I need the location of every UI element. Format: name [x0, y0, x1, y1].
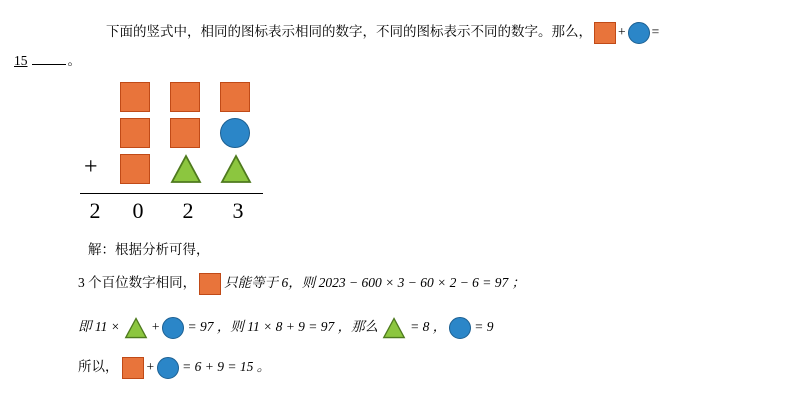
- cell-r3c1: [120, 154, 150, 184]
- square-icon: [120, 154, 150, 184]
- statement-plus: +: [618, 24, 626, 40]
- circle-icon: [220, 118, 250, 148]
- solution-line-4-text-c: = 6 + 9 = 15 。: [182, 359, 271, 374]
- vertical-row-3: [80, 152, 340, 188]
- solution-line-3-text-d: = 8 ，: [410, 319, 447, 334]
- cell-r1c2: [170, 82, 200, 112]
- cell-r3c3: [220, 154, 250, 184]
- triangle-icon: [220, 154, 252, 184]
- result-digit-2: 2: [182, 198, 194, 223]
- solution-line-3-text-c: = 97 ，则 11 × 8 + 9 = 97 ，那么: [187, 319, 379, 334]
- triangle-icon: [381, 317, 407, 339]
- result-digit-0: 2: [89, 198, 101, 223]
- square-icon: [170, 118, 200, 148]
- cell-r2c1: [120, 118, 150, 148]
- solution-line-2-text-a: 3 个百位数字相同，: [78, 275, 197, 290]
- solution-line-2-text-b: 只能等于 6，则 2023 − 600 × 3 − 60 × 2 − 6 = 97 ；: [224, 275, 526, 290]
- cell-r2c3: [220, 118, 250, 148]
- triangle-icon: [170, 154, 202, 184]
- square-icon: [120, 118, 150, 148]
- solution-line-3-text-e: = 9: [474, 319, 494, 334]
- result-digit-3: 3: [232, 198, 244, 223]
- answer-blank: [32, 50, 66, 65]
- answer-line: [12, 50, 81, 71]
- solution-line-3-text-a: 即 11 ×: [78, 319, 120, 334]
- circle-icon: [628, 22, 650, 44]
- problem-statement: [78, 22, 738, 44]
- square-icon: [120, 82, 150, 112]
- vertical-row-1: [80, 80, 340, 116]
- statement-text: 下面的竖式中，相同的图标表示相同的数字，不同的图标表示不同的数字。那么，: [106, 24, 592, 40]
- solution-line-4: [78, 356, 270, 379]
- solution-line-1: [88, 239, 210, 261]
- solution-line-1-text: 解：根据分析可得，: [88, 242, 210, 257]
- cell-r1c1: [120, 82, 150, 112]
- vertical-row-2: [80, 116, 340, 152]
- addition-rule-line: [80, 193, 263, 194]
- answer-period: 。: [67, 53, 81, 68]
- square-icon: [170, 82, 200, 112]
- square-icon: [594, 22, 616, 44]
- square-icon: [220, 82, 250, 112]
- solution-line-3: [78, 316, 494, 339]
- square-icon: [199, 273, 221, 295]
- circle-icon: [449, 317, 471, 339]
- solution-line-3-text-b: +: [151, 319, 160, 334]
- answer-value: 15: [14, 53, 28, 68]
- triangle-icon: [123, 317, 149, 339]
- cell-r3c2: [170, 154, 200, 184]
- result-digit-1: 0: [132, 198, 144, 223]
- vertical-addition-figure: [80, 80, 340, 223]
- addition-plus-sign: +: [84, 154, 98, 180]
- statement-equals: =: [651, 24, 660, 40]
- solution-line-4-text-b: +: [146, 359, 155, 374]
- solution-line-2: [78, 272, 525, 295]
- circle-icon: [162, 317, 184, 339]
- cell-r1c3: [220, 82, 250, 112]
- solution-line-4-text-a: 所以，: [78, 359, 119, 374]
- cell-r2c2: [170, 118, 200, 148]
- square-icon: [122, 357, 144, 379]
- circle-icon: [157, 357, 179, 379]
